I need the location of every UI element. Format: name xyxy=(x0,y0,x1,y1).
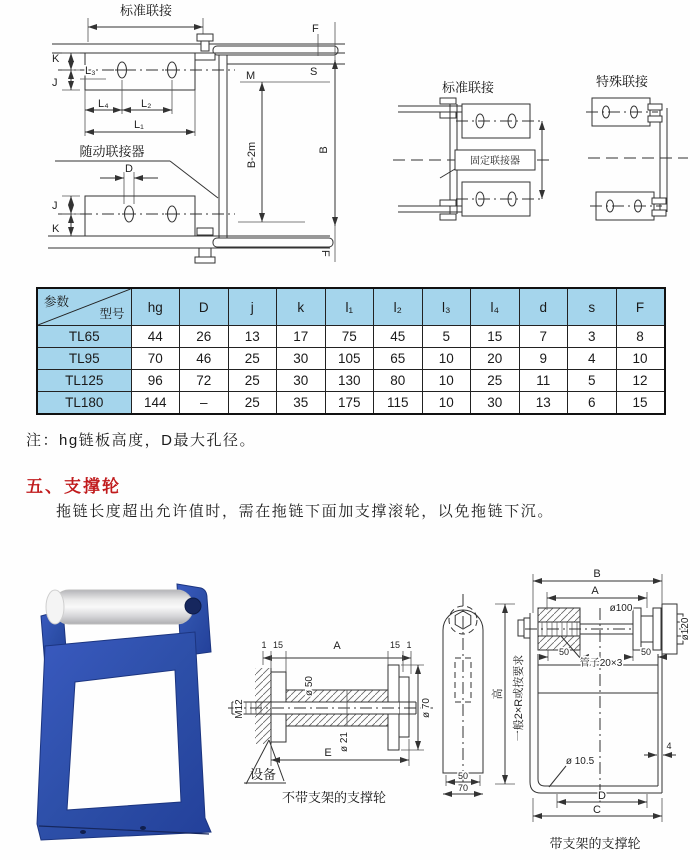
dim-1-left: 1 xyxy=(261,640,267,650)
value-cell: 10 xyxy=(616,348,665,370)
dim-d100: ø100 xyxy=(609,603,633,614)
dim-label-D: D xyxy=(125,163,133,175)
dim-label-L2: L₂ xyxy=(141,98,152,110)
label-special-connection: 特殊联接 xyxy=(595,74,649,89)
dim-label-J2: J xyxy=(52,200,58,212)
value-cell: 13 xyxy=(228,326,277,348)
value-cell: 15 xyxy=(616,392,665,414)
wheel-flange-left xyxy=(633,608,641,650)
value-cell: 30 xyxy=(277,348,326,370)
dim-label-M: M xyxy=(246,70,256,82)
model-cell: TL65 xyxy=(37,326,131,348)
dim-label-S: S xyxy=(310,66,318,78)
dim-D2: D xyxy=(598,790,606,802)
dim-label-J: J xyxy=(52,77,58,89)
dim-50-right: 50 xyxy=(640,647,652,657)
value-cell: 26 xyxy=(180,326,229,348)
wall-hatch xyxy=(255,668,271,744)
value-cell: 80 xyxy=(374,370,423,392)
value-cell: 3 xyxy=(568,326,617,348)
dimension-table xyxy=(36,287,666,415)
dim-E: E xyxy=(324,747,332,759)
table-row xyxy=(37,326,665,348)
dim-1-right: 1 xyxy=(406,640,412,650)
dim-15-left: 15 xyxy=(272,640,284,650)
dim-A: A xyxy=(333,640,341,652)
connector-plate-bottom xyxy=(85,196,195,236)
value-cell: 25 xyxy=(228,370,277,392)
value-cell: 75 xyxy=(325,326,374,348)
value-cell: 4 xyxy=(568,348,617,370)
wheel-no-bracket-drawing xyxy=(228,632,440,810)
value-cell: 130 xyxy=(325,370,374,392)
label-fixed-coupler: 固定联接器 xyxy=(470,156,520,167)
corner-label-parameter: 参数 xyxy=(44,295,70,309)
column-header: j xyxy=(228,288,277,326)
axle-end xyxy=(185,598,201,614)
standard-connection-diagram xyxy=(48,3,345,263)
value-cell: – xyxy=(180,392,229,414)
value-cell: 30 xyxy=(277,370,326,392)
value-cell: 25 xyxy=(228,392,277,414)
dim-4: 4 xyxy=(666,741,672,751)
caption-no-bracket: 不带支架的支撑轮 xyxy=(281,790,387,805)
column-header: l₃ xyxy=(422,288,471,326)
value-cell: 10 xyxy=(422,370,471,392)
wheel-with-bracket-drawing xyxy=(435,558,700,860)
wheel-flange-right xyxy=(653,608,661,650)
dim-15-right: 15 xyxy=(389,640,401,650)
special-connection-diagram xyxy=(586,74,688,220)
value-cell: 11 xyxy=(519,370,568,392)
model-cell: TL180 xyxy=(37,392,131,414)
standard-connection-fixed-diagram xyxy=(393,80,552,220)
value-cell: 72 xyxy=(180,370,229,392)
column-header: s xyxy=(568,288,617,326)
axle-assembly xyxy=(518,604,687,654)
column-header: d xyxy=(519,288,568,326)
value-cell: 17 xyxy=(277,326,326,348)
column-header: F xyxy=(616,288,665,326)
dim-C: C xyxy=(593,804,601,816)
value-cell: 144 xyxy=(131,392,180,414)
dim-label-F-top: F xyxy=(312,23,319,35)
column-header: l₂ xyxy=(374,288,423,326)
dim-d50: ø 50 xyxy=(304,675,315,697)
model-cell: TL125 xyxy=(37,370,131,392)
dim-height: 高 xyxy=(492,688,504,700)
value-cell: 30 xyxy=(471,392,520,414)
roller xyxy=(53,590,193,624)
connector-plate-top xyxy=(85,53,195,90)
column-header: l₄ xyxy=(471,288,520,326)
table-row xyxy=(37,370,665,392)
column-header: hg xyxy=(131,288,180,326)
bolt-top xyxy=(195,34,215,60)
value-cell: 6 xyxy=(568,392,617,414)
table-note: 注：hg链板高度，D最大孔径。 xyxy=(26,432,257,449)
dim-label-B2m: B-2m xyxy=(246,141,258,169)
value-cell: 46 xyxy=(180,348,229,370)
dim-label-L3: L₃ xyxy=(85,65,96,77)
value-cell: 10 xyxy=(422,392,471,414)
value-cell: 8 xyxy=(616,326,665,348)
label-standard-connection: 标准联接 xyxy=(119,3,173,18)
value-cell: 10 xyxy=(422,348,471,370)
dim-label-F-bottom: F xyxy=(319,250,331,257)
roller-bracket xyxy=(37,584,211,840)
value-cell: 5 xyxy=(568,370,617,392)
model-cell: TL95 xyxy=(37,348,131,370)
value-cell: 115 xyxy=(374,392,423,414)
dim-arm-70: 70 xyxy=(457,783,469,793)
label-pipe-20x3: 管子20×3 xyxy=(579,658,623,669)
value-cell: 44 xyxy=(131,326,180,348)
link-plate-bottom xyxy=(213,238,333,247)
dim-M12: M12 xyxy=(234,699,245,719)
value-cell: 20 xyxy=(471,348,520,370)
label-equipment: 设备 xyxy=(250,767,277,782)
table-row xyxy=(37,348,665,370)
wheel-hub xyxy=(641,616,653,642)
support-wheel-figures xyxy=(0,558,700,860)
dim-arm-50: 50 xyxy=(457,771,469,781)
value-cell: 5 xyxy=(422,326,471,348)
value-cell: 105 xyxy=(325,348,374,370)
note-general-radius: 一般2×R或按要求 xyxy=(513,654,525,742)
dim-label-K: K xyxy=(52,53,60,65)
label-standard-connection-2: 标准联接 xyxy=(441,80,495,95)
corner-cell xyxy=(37,288,131,326)
value-cell: 25 xyxy=(228,348,277,370)
value-cell: 13 xyxy=(519,392,568,414)
dim-label-L4: L₄ xyxy=(98,98,109,110)
table-row xyxy=(37,392,665,414)
section-heading: 五、支撑轮 xyxy=(26,477,121,496)
value-cell: 70 xyxy=(131,348,180,370)
dimension-table-wrap xyxy=(36,287,666,415)
bolt-bottom xyxy=(195,228,215,263)
column-header: k xyxy=(277,288,326,326)
dim-A2: A xyxy=(591,585,599,597)
label-follower-coupler: 随动联接器 xyxy=(79,144,145,159)
dim-label-B: B xyxy=(318,146,330,154)
connection-diagrams xyxy=(0,0,700,280)
value-cell: 175 xyxy=(325,392,374,414)
dim-label-L1: L₁ xyxy=(134,119,144,131)
caption-with-bracket: 带支架的支撑轮 xyxy=(549,836,641,851)
value-cell: 65 xyxy=(374,348,423,370)
support-wheel-photo xyxy=(25,560,230,855)
dim-d10-5: ø 10.5 xyxy=(565,756,595,767)
link-plate-top xyxy=(213,46,338,55)
value-cell: 15 xyxy=(471,326,520,348)
value-cell: 25 xyxy=(471,370,520,392)
dim-label-K2: K xyxy=(52,223,60,235)
section-body: 拖链长度超出允许值时，需在拖链下面加支撑滚轮，以免拖链下沉。 xyxy=(56,503,555,520)
value-cell: 12 xyxy=(616,370,665,392)
dim-B: B xyxy=(593,568,601,580)
value-cell: 9 xyxy=(519,348,568,370)
dim-d21: ø 21 xyxy=(339,731,350,753)
dim-50-left: 50 xyxy=(558,647,570,657)
column-header: D xyxy=(180,288,229,326)
corner-label-model: 型号 xyxy=(99,307,125,321)
value-cell: 96 xyxy=(131,370,180,392)
frame xyxy=(37,632,211,840)
bracket-arm xyxy=(443,594,483,794)
roller-end-cap xyxy=(46,590,64,624)
dim-d70: ø 70 xyxy=(421,697,432,719)
value-cell: 45 xyxy=(374,326,423,348)
column-header: l₁ xyxy=(325,288,374,326)
mount-disc xyxy=(662,604,677,654)
value-cell: 35 xyxy=(277,392,326,414)
value-cell: 7 xyxy=(519,326,568,348)
header-row xyxy=(37,288,665,326)
dim-d120: ø120 xyxy=(680,617,691,641)
